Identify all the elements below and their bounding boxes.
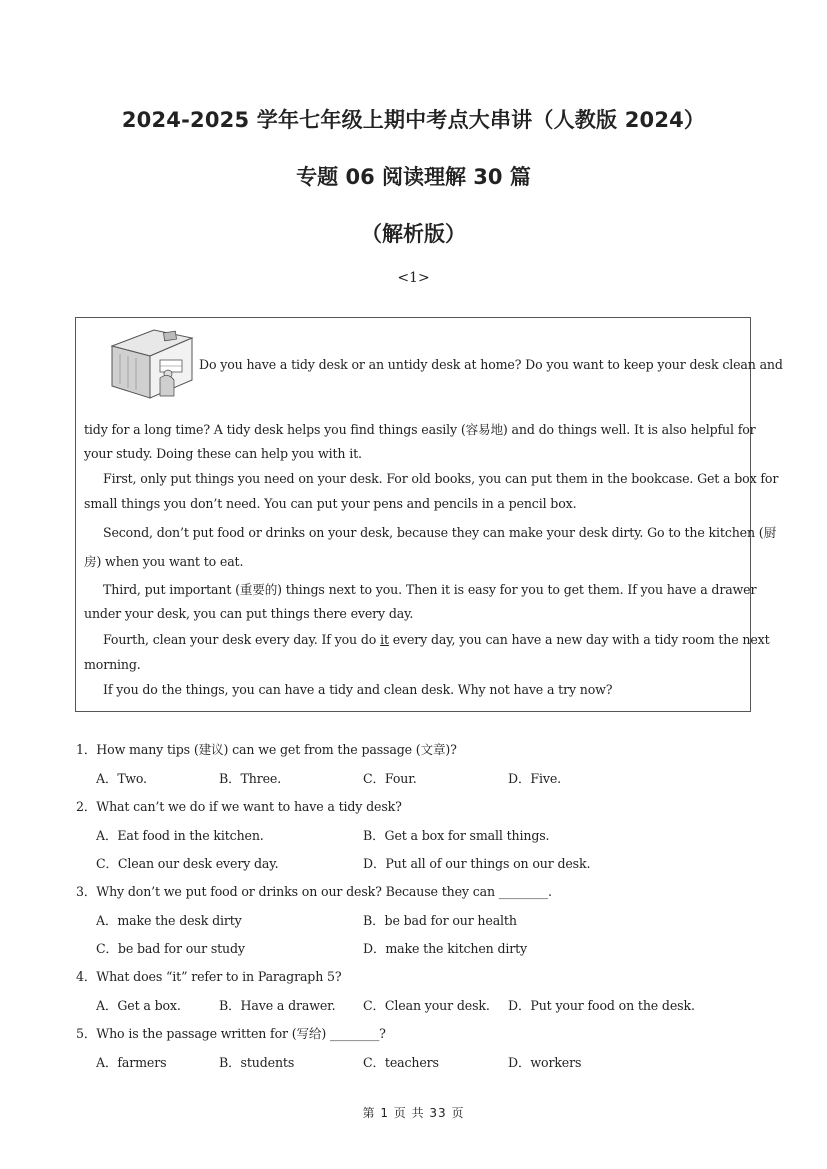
option-a[interactable]: A．make the desk dirty (96, 913, 242, 928)
option-b[interactable]: B．Get a box for small things. (363, 828, 550, 843)
question-3: 3．Why don’t we put food or drinks on our desk? Because they can ________. (76, 884, 552, 899)
passage-line: under your desk, you can put things there every day. (84, 606, 414, 621)
option-c[interactable]: C．Clean your desk. (363, 998, 490, 1013)
option-d[interactable]: D．Put all of our things on our desk. (363, 856, 591, 871)
passage-line: tidy for a long time? A tidy desk helps you find things easily (容易地) and do things well. It is also helpful for (84, 422, 756, 437)
version-label: （解析版） (361, 222, 466, 246)
question-5: 5．Who is the passage written for (写给) ________? (76, 1026, 386, 1041)
underlined-it: it (380, 632, 389, 647)
question-2: 2．What can’t we do if we want to have a tidy desk? (76, 799, 402, 814)
option-d[interactable]: D．workers (508, 1055, 582, 1070)
option-c[interactable]: C．teachers (363, 1055, 439, 1070)
passage-line: 房) when you want to eat. (84, 554, 244, 569)
topic-title: 专题 06 阅读理解 30 篇 (296, 165, 531, 189)
option-b[interactable]: B．students (219, 1055, 295, 1070)
option-b[interactable]: B．be bad for our health (363, 913, 517, 928)
option-a[interactable]: A．Get a box. (96, 998, 181, 1013)
passage-line: Third, put important (重要的) things next to you. Then it is easy for you to get them. If you have a drawer (103, 582, 757, 597)
question-1: 1．How many tips (建议) can we get from the passage (文章)? (76, 742, 457, 757)
passage-line: If you do the things, you can have a tidy and clean desk. Why not have a try now? (103, 682, 613, 697)
page-footer: 第 1 页 共 33 页 (362, 1106, 465, 1120)
section-number: <1> (397, 270, 430, 286)
passage-text: Fourth, clean your desk every day. If you do (103, 632, 381, 647)
document-title: 2024-2025 学年七年级上期中考点大串讲（人教版 2024） (121, 108, 706, 132)
question-4: 4．What does “it” refer to in Paragraph 5? (76, 969, 342, 984)
passage-line: Do you have a tidy desk or an untidy desk at home? Do you want to keep your desk clean and (199, 357, 783, 372)
option-a[interactable]: A．farmers (96, 1055, 167, 1070)
option-c[interactable]: C．be bad for our study (96, 941, 245, 956)
passage-line: morning. (84, 657, 141, 672)
option-b[interactable]: B．Three. (219, 771, 282, 786)
desk-illustration (108, 326, 194, 402)
option-d[interactable]: D．Five. (508, 771, 561, 786)
passage-line: your study. Doing these can help you with it. (84, 446, 362, 461)
option-c[interactable]: C．Four. (363, 771, 417, 786)
option-c[interactable]: C．Clean our desk every day. (96, 856, 279, 871)
passage-line: Second, don’t put food or drinks on your desk, because they can make your desk dirty. Go to the kitchen (厨 (103, 525, 777, 540)
passage-line: small things you don’t need. You can put your pens and pencils in a pencil box. (84, 496, 577, 511)
option-a[interactable]: A．Eat food in the kitchen. (96, 828, 264, 843)
passage-line: First, only put things you need on your desk. For old books, you can put them in the bookcase. Get a box for (103, 471, 779, 486)
passage-line (103, 632, 770, 647)
option-a[interactable]: A．Two. (96, 771, 147, 786)
option-b[interactable]: B．Have a drawer. (219, 998, 336, 1013)
passage-text: every day, you can have a new day with a tidy room the next (388, 632, 770, 647)
option-d[interactable]: D．Put your food on the desk. (508, 998, 695, 1013)
option-d[interactable]: D．make the kitchen dirty (363, 941, 527, 956)
